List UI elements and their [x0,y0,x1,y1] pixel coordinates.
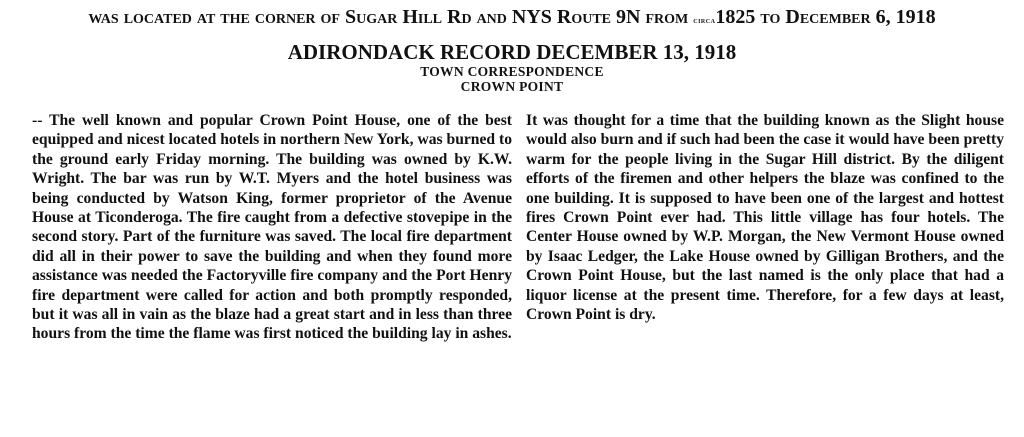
article-left-column: -- The well known and popular Crown Point House, one of the best equipped and nicest located hotels in northern New York, was burned to the ground early Friday morning. The building was owned by K.W. Wright. The bar was run by W.T. Myers and the hotel business was being conducted by Watson King, former proprietor of the Avenue House at Ticonderoga. The fire caught from a defective stovepipe in the second story. Part of the furniture was saved. The local fire department did all in their power to save the building and when they found more assistance was needed the Factoryville fire company and the Port Henry fire department were called for action and both promptly responded, but it was all in vain as the blaze had a great start and in less than three hours from the time the flame was first noticed the building lay in ashes. [32,112,512,343]
headline-text-main: was located at the corner of Sugar Hill Rd and NYS Route 9N from [88,6,694,28]
location-headline [0,4,1024,33]
article-right-column: It was thought for a time that the building known as the Slight house would also burn and if such had been the case it would have been pretty warm for the people living in the Sugar Hill district. By the diligent efforts of the firemen and other helpers the blaze was confined to the one building. It is supposed to have been one of the largest and hottest fires Crown Point ever had. This little village has four hotels. The Center House owned by W.P. Morgan, the New Vermont House owned by Isaac Ledger, the Lake House owned by Gilligan Brothers, and the Crown Point House, but the last named is the only place that had a liquor license at the present time. Therefore, for a few days at least, Crown Point is dry. [526,112,1004,324]
headline-text-dates: 1825 to December 6, 1918 [715,6,936,28]
location-heading: CROWN POINT [460,79,564,94]
newspaper-title: ADIRONDACK RECORD DECEMBER 13, 1918 [287,40,737,64]
headline-circa: circa [693,15,716,25]
section-heading: TOWN CORRESPONDENCE [420,64,604,79]
